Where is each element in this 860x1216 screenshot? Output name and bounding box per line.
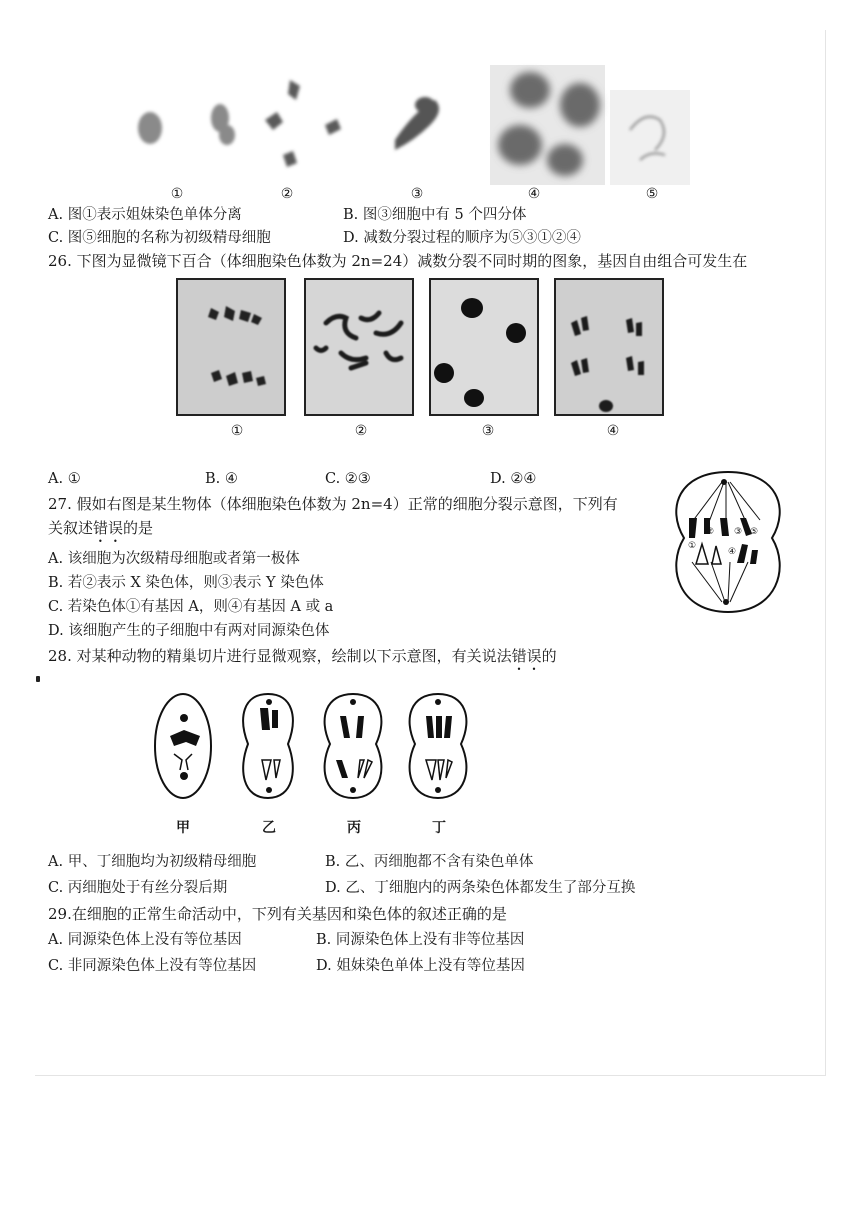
q29-stem: 29.在细胞的正常生命活动中，下列有关基因和染色体的叙述正确的是 — [48, 905, 507, 923]
q25-label-1: ① — [170, 186, 184, 202]
q28-label-jia: 甲 — [176, 820, 190, 836]
q26-option-c: C. ②③ — [325, 471, 371, 487]
q25-option-a: A. 图①表示姐妹染色单体分离 — [48, 207, 242, 223]
q28-option-d: D. 乙、丁细胞内的两条染色体都发生了部分互换 — [325, 880, 636, 896]
margin-mark — [36, 676, 40, 682]
q25-label-3: ③ — [410, 186, 424, 202]
q27-option-a: A. 该细胞为次级精母细胞或者第一极体 — [48, 551, 300, 567]
q25-option-c: C. 图⑤细胞的名称为初级精母细胞 — [48, 230, 271, 246]
q26-option-b: B. ④ — [205, 471, 238, 487]
q25-option-b: B. 图③细胞中有 5 个四分体 — [343, 207, 527, 223]
q26-label-3: ③ — [481, 423, 495, 439]
q29-option-c: C. 非同源染色体上没有等位基因 — [48, 958, 257, 974]
q28-label-bing: 丙 — [347, 820, 361, 836]
q29-option-a: A. 同源染色体上没有等位基因 — [48, 932, 242, 948]
q27-cell-figure — [662, 468, 794, 616]
q28-emphasis: 错误 — [511, 647, 542, 665]
q26-stem: 26. 下图为显微镜下百合（体细胞染色体数为 2n=24）减数分裂不同时期的图象，基因自由组合可发生在 — [48, 252, 748, 270]
q25-micrographs-image — [125, 60, 725, 190]
q25-label-2: ② — [280, 186, 294, 202]
q27-stem-line2: 关叙述错误的是 — [48, 519, 154, 537]
q27-stem-line1: 27. 假如右图是某生物体（体细胞染色体数为 2n=4）正常的细胞分裂示意图，下列有 — [48, 495, 618, 513]
q27-figure-label-3: ③ — [734, 527, 743, 537]
q27-figure-label-2: ② — [706, 527, 715, 537]
q28-label-yi: 乙 — [262, 820, 276, 836]
q26-label-1: ① — [230, 423, 244, 439]
q27-emphasis: 错误 — [93, 519, 124, 537]
q28-option-c: C. 丙细胞处于有丝分裂后期 — [48, 880, 228, 896]
q27-option-c: C. 若染色体①有基因 A，则④有基因 A 或 a — [48, 599, 334, 615]
q25-label-4: ④ — [527, 186, 541, 202]
q26-option-d: D. ②④ — [490, 471, 537, 487]
q25-label-5: ⑤ — [645, 186, 659, 202]
q28-option-b: B. 乙、丙细胞都不含有染色单体 — [325, 854, 534, 870]
q29-option-b: B. 同源染色体上没有非等位基因 — [316, 932, 525, 948]
q29-option-d: D. 姐妹染色单体上没有等位基因 — [316, 958, 525, 974]
q27-option-b: B. 若②表示 X 染色体，则③表示 Y 染色体 — [48, 575, 324, 591]
q28-stem: 28. 对某种动物的精巢切片进行显微观察，绘制以下示意图，有关说法错误的 — [48, 647, 557, 665]
q28-label-ding: 丁 — [432, 820, 446, 836]
q27-option-d: D. 该细胞产生的子细胞中有两对同源染色体 — [48, 623, 330, 639]
q28-cell-figures — [148, 688, 488, 808]
q27-figure-label-1: ① — [688, 541, 697, 551]
q26-label-2: ② — [354, 423, 368, 439]
q27-figure-label-4: ④ — [728, 547, 737, 557]
q26-micrographs-image — [176, 278, 666, 418]
q27-figure-label-5: ⑤ — [750, 527, 759, 537]
q26-label-4: ④ — [606, 423, 620, 439]
q26-option-a: A. ① — [48, 471, 81, 487]
q25-option-d: D. 减数分裂过程的顺序为⑤③①②④ — [343, 230, 581, 246]
q28-option-a: A. 甲、丁细胞均为初级精母细胞 — [48, 854, 257, 870]
